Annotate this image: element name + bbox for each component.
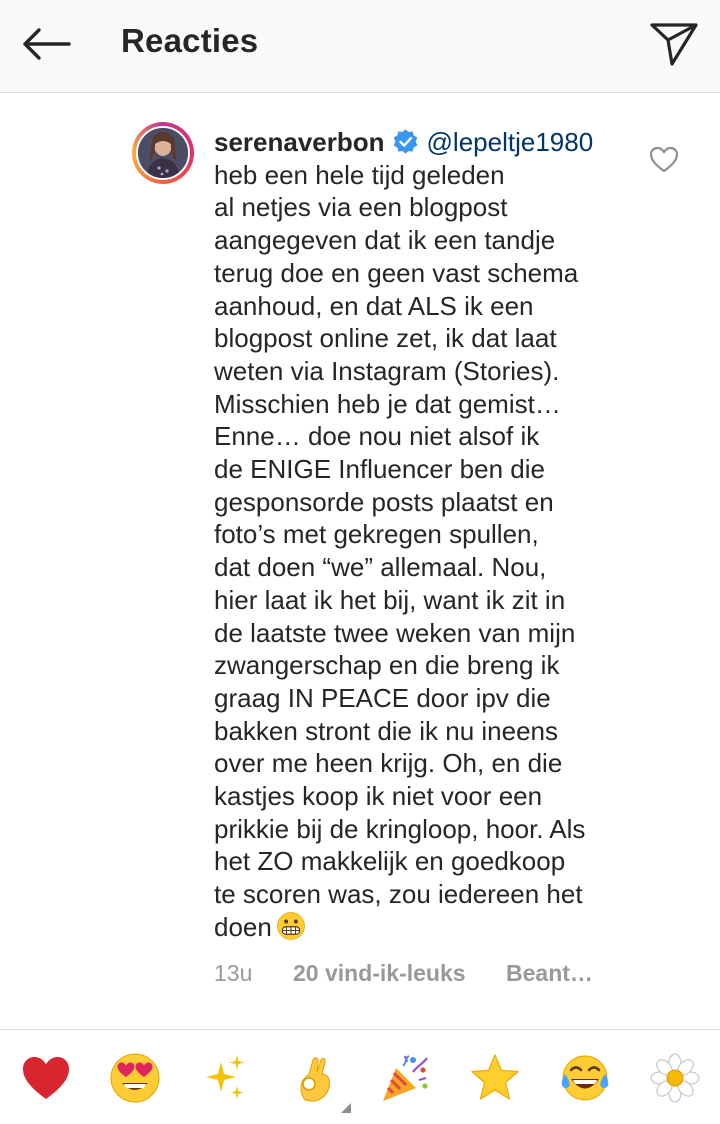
party-popper-emoji — [379, 1052, 431, 1104]
emoji-ok-hand[interactable] — [287, 1050, 343, 1106]
comment-meta — [214, 960, 593, 987]
emoji-heart-eyes[interactable] — [107, 1050, 163, 1106]
avatar-image — [136, 126, 190, 180]
emoji-daisy[interactable] — [647, 1050, 703, 1106]
red-heart-emoji — [20, 1052, 72, 1104]
reply-button[interactable]: Beant… — [506, 960, 593, 986]
share-button[interactable] — [642, 14, 706, 74]
comment-line: aanhoud, en dat ALS ik een — [214, 290, 534, 321]
comment-line: weten via Instagram (Stories). — [214, 355, 560, 386]
likes-count-link[interactable]: 20 vind-ik-leuks — [293, 960, 466, 986]
comment-line: doen — [214, 911, 272, 942]
grimacing-face-emoji — [276, 911, 306, 941]
daisy-emoji — [649, 1052, 701, 1104]
comment-line: gesponsorde posts plaatst en — [214, 486, 554, 517]
top-bar — [0, 0, 720, 93]
skin-tone-variant-indicator — [341, 1103, 351, 1113]
comment-line: de ENIGE Influencer ben die — [214, 454, 545, 485]
comment-line: de laatste twee weken van mijn — [214, 617, 576, 648]
comment-line: hier laat ik het bij, want ik zit in — [214, 584, 566, 615]
emoji-sparkles[interactable] — [197, 1050, 253, 1106]
verified-badge-icon — [392, 128, 419, 155]
emoji-star[interactable] — [467, 1050, 523, 1106]
like-button[interactable] — [648, 144, 680, 176]
comment-line: dat doen “we” allemaal. Nou, — [214, 552, 547, 583]
avatar[interactable] — [132, 122, 194, 184]
paper-plane-icon — [650, 22, 698, 66]
comment-line: zwangerschap en die breng ik — [214, 650, 560, 681]
comment-header-line — [214, 126, 634, 159]
emoji-party-popper[interactable] — [377, 1050, 433, 1106]
comment-line: al netjes via een blogpost — [214, 192, 508, 223]
comment-line: Enne… doe nou niet alsof ik — [214, 421, 540, 452]
heart-outline-icon — [648, 144, 680, 176]
emoji-red-heart[interactable] — [18, 1050, 74, 1106]
comment-line: Misschien heb je dat gemist… — [214, 388, 561, 419]
emoji-tears-of-joy[interactable] — [557, 1050, 613, 1106]
comment-line: graag IN PEACE door ipv die — [214, 682, 551, 713]
tears-of-joy-emoji — [559, 1052, 611, 1104]
page-title: Reacties — [121, 22, 259, 59]
comment-line: het ZO makkelijk en goedkoop — [214, 846, 566, 877]
username[interactable]: serenaverbon — [214, 127, 385, 157]
comment-text — [214, 126, 634, 944]
comment-line: terug doe en geen vast schema — [214, 257, 579, 288]
comment-line: over me heen krijg. Oh, en die — [214, 748, 563, 779]
comment-line: blogpost online zet, ik dat laat — [214, 323, 557, 354]
comment-last-line — [214, 911, 634, 944]
sparkles-emoji — [199, 1052, 251, 1104]
comment-timestamp: 13u — [214, 960, 253, 986]
ok-hand-emoji — [289, 1052, 341, 1104]
star-emoji — [469, 1052, 521, 1104]
mention-link[interactable]: @lepeltje1980 — [426, 127, 594, 157]
comment-line: prikkie bij de kringloop, hoor. Als — [214, 813, 586, 844]
comment-line: bakken stront die ik nu ineens — [214, 715, 558, 746]
comment-line: heb een hele tijd geleden — [214, 159, 505, 190]
comment-line: aangegeven dat ik een tandje — [214, 225, 556, 256]
comment-line: foto’s met gekregen spullen, — [214, 519, 539, 550]
comment-line: te scoren was, zou iedereen het — [214, 879, 583, 910]
back-button[interactable] — [14, 18, 78, 70]
comment-line: kastjes koop ik niet voor een — [214, 781, 543, 812]
arrow-left-icon — [21, 27, 71, 61]
heart-eyes-emoji — [109, 1052, 161, 1104]
emoji-quick-bar — [0, 1029, 720, 1124]
